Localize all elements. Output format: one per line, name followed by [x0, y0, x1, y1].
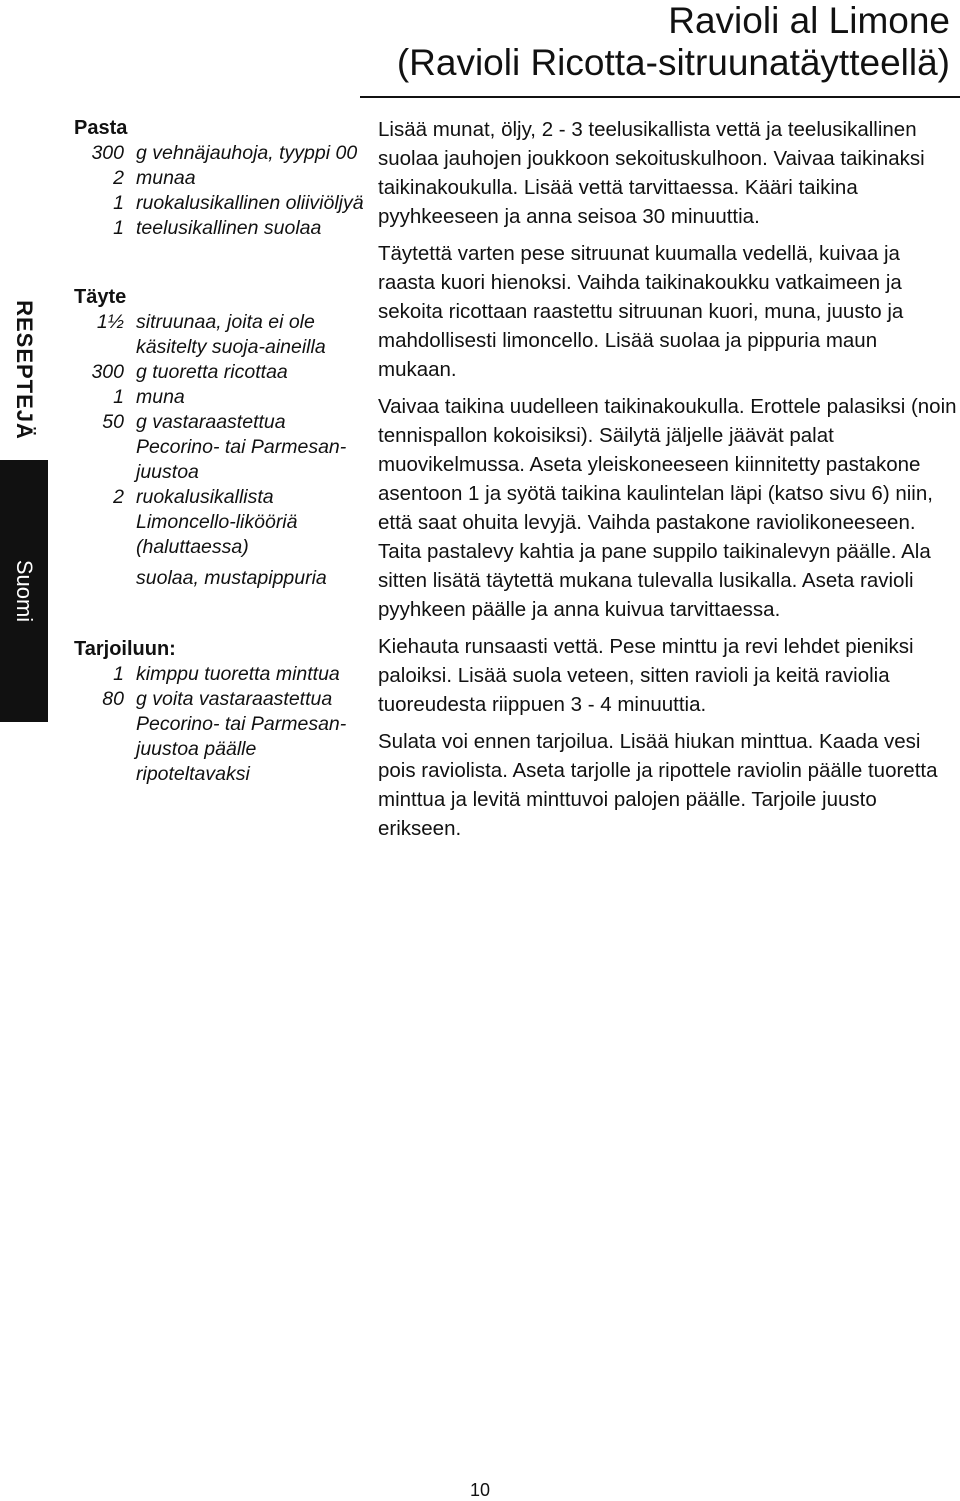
section-tab-label: RESEPTEJÄ: [12, 300, 38, 440]
ingredient-text: g vehnäjauhoja, tyyppi 00: [136, 142, 358, 164]
section-tab-recipes: [0, 300, 48, 440]
filling-heading: Täyte: [74, 286, 127, 308]
method-step-2: Täytettä varten pese sitruunat kuumalla vedellä, kuivaa ja raasta kuori hienoksi. Vaihda taikinakoukku vatkaimeen ja sekoita ricottaan raastettu sitruunan kuori, muna, juusto ja mahdollisesti limoncello. Lisää suolaa ja pippuria maun mukaan.: [378, 242, 904, 381]
ingredient-text: muna: [136, 386, 185, 408]
ingredient-text: g voita vastaraastettua Pecorino- tai Parmesan-juustoa päälle ripoteltavaksi: [136, 688, 347, 785]
ingredient-row: [74, 191, 364, 216]
ingredient-row: [74, 360, 364, 385]
method-step-1: Lisää munat, öljy, 2 - 3 teelusikallista vettä ja teelusikallinen suolaa jauhojen joukkoon sekoituskulhoon. Vaivaa taikinaksi taikinakoukulla. Lisää vettä tarvittaessa. Kääri taikina pyyhkeeseen ja anna seisoa 30 minuuttia.: [378, 118, 925, 228]
ingredient-qty: 1: [113, 192, 124, 214]
ingredient-text: ruokalusikallista Limoncello-likööriä (haluttaessa): [136, 486, 298, 558]
spacer: [74, 591, 364, 637]
language-tab-label: Suomi: [12, 559, 38, 623]
ingredient-row: [74, 385, 364, 410]
ingredient-qty: 1: [113, 217, 124, 239]
title-line-2: (Ravioli Ricotta-sitruunatäytteellä): [396, 42, 950, 83]
ingredient-qty: 80: [102, 688, 124, 710]
serving-heading: Tarjoiluun:: [74, 638, 176, 660]
page-number: 10: [469, 1480, 491, 1500]
ingredient-row: [74, 310, 364, 360]
ingredient-text: g tuoretta ricottaa: [136, 361, 288, 383]
ingredient-row: [74, 410, 364, 485]
method-step-4: Kiehauta runsaasti vettä. Pese minttu ja revi lehdet pieniksi paloiksi. Lisää suola veteen, sitten ravioli ja keitä raviolia tuoreudesta riippuen 3 - 4 minuuttia.: [378, 635, 914, 716]
title-line-1: Ravioli al Limone: [668, 0, 950, 41]
ingredient-row: [74, 216, 364, 241]
ingredient-qty: 300: [91, 142, 124, 164]
ingredient-qty: 1½: [96, 311, 124, 333]
ingredient-text: kimppu tuoretta minttua: [136, 663, 340, 685]
ingredient-qty: 1: [113, 663, 124, 685]
ingredient-row: [74, 662, 364, 687]
ingredient-text: sitruunaa, joita ei ole käsitelty suoja-aineilla: [136, 311, 326, 358]
ingredient-text: g vastaraastettua Pecorino- tai Parmesan-juustoa: [136, 411, 347, 483]
method-column: [378, 115, 958, 851]
page-title: [150, 0, 950, 84]
method-step-5: Sulata voi ennen tarjoilua. Lisää hiukan minttua. Kaada vesi pois raviolista. Aseta tarjolle ja ripottele raviolin päälle tuoretta minttua ja levitä minttuvoi palojen päälle. Tarjoile juusto erikseen.: [378, 730, 938, 840]
ingredient-qty: 1: [113, 386, 124, 408]
ingredient-row: [74, 141, 364, 166]
pasta-heading: Pasta: [74, 117, 128, 139]
spacer: [74, 241, 364, 285]
ingredient-row: [74, 485, 364, 560]
language-tab: [0, 460, 48, 722]
ingredient-qty: 2: [113, 167, 124, 189]
ingredient-text: ruokalusikallinen oliiviöljyä: [136, 192, 364, 214]
ingredient-row: [74, 687, 364, 787]
ingredient-qty: 50: [102, 411, 124, 433]
ingredient-seasoning: suolaa, mustapippuria: [136, 567, 327, 589]
ingredient-text: munaa: [136, 167, 196, 189]
ingredients-column: [74, 116, 364, 787]
ingredient-text: teelusikallinen suolaa: [136, 217, 322, 239]
method-step-3: Vaivaa taikina uudelleen taikinakoukulla. Erottele palasiksi (noin tennispallon kokoisiksi). Säilytä jäljelle jäävät palat muovikelmussa. Aseta yleiskoneeseen kiinnitetty pastakone asentoon 1 ja syötä taikina kaulintelan läpi (katso sivu 6) niin, että saat ohuita levyjä. Vaihda pastakone raviolikoneeseen. Taita pastalevy kahtia ja pane suppilo taikinalevyn päälle. Ala sitten lisätä täytettä mukana tulevalla lusikalla. Aseta ravioli pyyhkeen päälle ja anna kuivua tarvittaessa.: [378, 395, 957, 621]
title-divider: [360, 96, 960, 98]
ingredient-row: [74, 166, 364, 191]
ingredient-qty: 2: [113, 486, 124, 508]
ingredient-qty: 300: [91, 361, 124, 383]
